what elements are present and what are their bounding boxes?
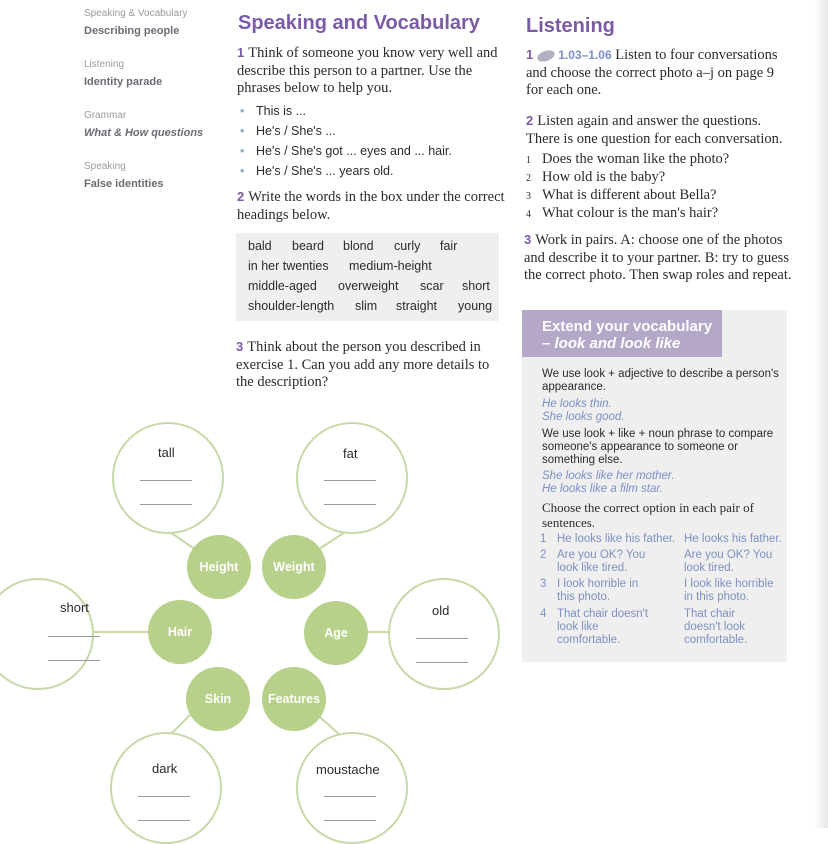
vocab-word: overweight (338, 279, 399, 293)
vocab-word: middle-aged (248, 279, 317, 293)
vocab-word: in her twenties (248, 259, 329, 273)
phrase-item: • He's / She's ... (238, 122, 508, 142)
vocab-word: scar (420, 279, 444, 293)
example-word: tall (158, 445, 175, 460)
example-circle-height (112, 422, 224, 534)
category-hub-height: Height (187, 535, 251, 599)
answer-blank[interactable] (140, 480, 192, 481)
pair-option-b[interactable]: Are you OK? You look tired. (684, 549, 773, 574)
answer-blank[interactable] (324, 796, 376, 797)
vocab-word: short (462, 279, 490, 293)
category-hub-hair: Hair (148, 600, 212, 664)
example-word: old (432, 603, 450, 618)
exercise-number: 1 (526, 47, 534, 62)
section-heading-speaking: Speaking and Vocabulary (238, 12, 480, 34)
vocab-word: bald (248, 239, 272, 253)
extend-example: She looks like her mother. (542, 470, 675, 482)
vocab-word: slim (355, 299, 378, 313)
answer-blank[interactable] (416, 638, 468, 639)
phrase-list (238, 102, 508, 182)
example-word: short (60, 600, 89, 615)
vocab-word: beard (292, 239, 324, 253)
vocab-word: straight (396, 299, 437, 313)
phrase-item: • He's / She's got ... eyes and ... hair. (238, 142, 508, 162)
pair-number: 1 (540, 533, 547, 545)
example-word: moustache (316, 762, 380, 777)
sidebar-topic: Describing people (84, 25, 180, 37)
question-item (526, 205, 796, 223)
exercise-text: Work in pairs. A: choose one of the photos and describe it to your partner. B: try to guess the correct photo. Then swap roles and repeat. (524, 232, 792, 283)
listening-exercise-3 (524, 231, 794, 285)
exercise-3-instructions (236, 338, 506, 392)
sidebar-group (84, 161, 224, 212)
listening-exercise-1 (526, 46, 791, 100)
pair-option-a[interactable]: He looks like his father. (557, 533, 676, 545)
listening-exercise-2 (526, 112, 796, 148)
extend-instruction: Choose the correct option in each pair of sentences. (542, 500, 754, 530)
extend-title-line: – look and look like (542, 335, 681, 352)
example-word: dark (152, 761, 178, 776)
extend-header (522, 310, 722, 357)
question-item (526, 187, 796, 205)
question-text: What is different about Bella? (542, 187, 717, 203)
category-hub-age: Age (304, 601, 368, 665)
extend-example: He looks thin. (542, 398, 612, 410)
sidebar-topic: What & How questions (84, 127, 204, 139)
phrase-item: • This is ... (238, 102, 508, 122)
extend-title (542, 318, 712, 352)
exercise-number: 3 (524, 232, 532, 247)
example-circle-skin (110, 732, 222, 844)
category-hub-weight: Weight (262, 535, 326, 599)
page-edge (814, 0, 828, 828)
contents-sidebar (84, 8, 224, 212)
extend-rule: We use look + adjective to describe a person's appearance. (542, 368, 779, 393)
sidebar-group (84, 110, 224, 161)
exercise-text: Think about the person you described in exercise 1. Can you add any more details to the description? (236, 339, 490, 390)
answer-blank[interactable] (324, 504, 376, 505)
category-hub-skin: Skin (186, 667, 250, 731)
answer-blank[interactable] (138, 820, 190, 821)
question-text: What colour is the man's hair? (542, 205, 719, 221)
vocab-word: blond (343, 239, 374, 253)
sidebar-topic: False identities (84, 178, 164, 190)
question-text: Does the woman like the photo? (542, 151, 730, 167)
pair-option-b[interactable]: I look like horrible in this photo. (684, 578, 774, 603)
question-item (526, 151, 796, 169)
sidebar-category: Listening (84, 59, 125, 70)
exercise-text: Write the words in the box under the correct headings below. (237, 189, 505, 223)
exercise-2-instructions (237, 188, 507, 224)
vocabulary-word-box (236, 233, 499, 321)
example-word: fat (343, 446, 358, 461)
category-hub-features: Features (262, 667, 326, 731)
vocab-word: shoulder-length (248, 299, 335, 313)
sidebar-category: Grammar (84, 110, 127, 121)
pair-number: 3 (540, 578, 547, 590)
sidebar-group (84, 8, 224, 59)
answer-blank[interactable] (416, 662, 468, 663)
vocab-word: curly (394, 239, 421, 253)
exercise-text: Think of someone you know very well and describe this person to a partner. Use the phrases below to help you. (237, 45, 498, 96)
extend-example: She looks good. (542, 411, 625, 423)
pair-option-b[interactable]: He looks his father. (684, 533, 782, 545)
extend-rule: We use look + like + noun phrase to compare someone's appearance to someone or something else. (542, 428, 774, 466)
answer-blank[interactable] (48, 660, 100, 661)
exercise-text: Listen again and answer the questions. There is one question for each conversation. (526, 113, 783, 147)
exercise-number: 2 (237, 189, 245, 204)
answer-blank[interactable] (48, 636, 100, 637)
answer-blank[interactable] (140, 504, 192, 505)
audio-track-number: 1.03–1.06 (558, 48, 612, 62)
question-item (526, 169, 796, 187)
example-circle-features (296, 732, 408, 844)
audio-cd-icon (536, 48, 556, 64)
sidebar-category: Speaking (84, 161, 126, 172)
vocab-word: medium-height (349, 259, 432, 273)
vocabulary-mind-map (0, 410, 510, 828)
pair-number: 4 (540, 608, 547, 620)
pair-option-a[interactable]: That chair doesn't look like comfortable. (557, 608, 649, 646)
section-heading-listening: Listening (526, 15, 615, 37)
extend-example: He looks like a film star. (542, 483, 663, 495)
question-number: 4 (526, 209, 531, 220)
sidebar-category: Speaking & Vocabulary (84, 8, 188, 19)
answer-blank[interactable] (138, 796, 190, 797)
exercise-1-instructions (237, 44, 499, 98)
exercise-number: 3 (236, 339, 244, 354)
answer-blank[interactable] (324, 820, 376, 821)
extend-title-line: Extend your vocabulary (542, 318, 713, 335)
example-circle-weight (296, 422, 408, 534)
exercise-number: 1 (237, 45, 245, 60)
pair-number: 2 (540, 549, 547, 561)
pair-option-b[interactable]: That chair doesn't look comfortable. (684, 608, 748, 646)
sidebar-topic: Identity parade (84, 76, 163, 88)
sidebar-group (84, 59, 224, 110)
extend-vocabulary-box (522, 310, 787, 662)
vocab-word: fair (440, 239, 458, 253)
phrase-item: • He's / She's ... years old. (238, 162, 508, 182)
vocab-word: young (458, 299, 493, 313)
example-circle-age (388, 578, 500, 690)
exercise-number: 2 (526, 113, 534, 128)
exercise-text: Listen to four conversations and choose the correct photo a–j on page 9 for each one. (526, 47, 778, 98)
question-text: How old is the baby? (542, 169, 666, 185)
question-number: 3 (526, 191, 531, 202)
answer-blank[interactable] (324, 480, 376, 481)
question-number: 2 (526, 173, 531, 184)
pair-option-a[interactable]: I look horrible in this photo. (557, 578, 639, 603)
question-number: 1 (526, 155, 531, 166)
question-list (526, 151, 796, 223)
pair-option-a[interactable]: Are you OK? You look like tired. (557, 549, 646, 574)
